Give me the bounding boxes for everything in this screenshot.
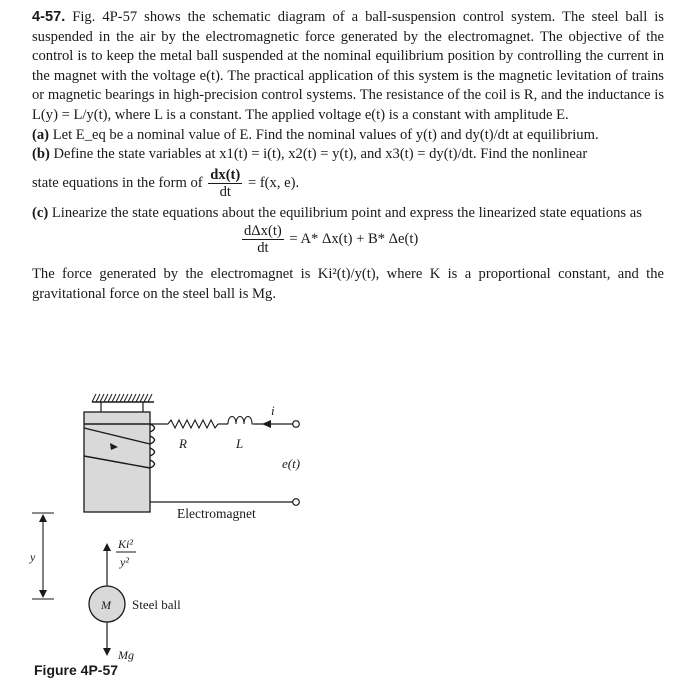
part-c-eq-rhs: = A* Δx(t) + B* Δe(t) (289, 231, 419, 248)
label-M: M (101, 598, 111, 612)
current-arrow-icon (262, 420, 271, 428)
part-c-eq-num: dΔx(t) (244, 223, 282, 240)
label-R: R (179, 436, 187, 451)
y-arrow-down-icon (39, 590, 47, 598)
label-steel-ball: Steel ball (132, 597, 181, 612)
label-mg: Mg (118, 648, 134, 662)
part-b-text: Define the state variables at x1(t) = i(t), x2(t) = y(t), and x3(t) = dy(t)/dt. Find the nonlinear (53, 146, 588, 163)
label-force-den: y² (120, 555, 129, 569)
intro-text: Fig. 4P-57 shows the schematic diagram of a ball-suspension control system. The steel ball is suspended in the air by the electromagnetic force generated by the electromagnet. The objective of the control is to keep the metal ball suspended at the nominal equilibrium position by controlling the current in the magnet with the voltage e(t). The practical application of this system is the magnetic levitation of trains or magnetic bearings in high-precision control systems. The resistance of the coil is R, and the inductance is L(y) = L/y(t), where L is a constant. The applied voltage e(t) is a constant with amplitude E. (32, 9, 664, 123)
label-force-num: Ki² (118, 537, 133, 551)
problem-number: 4-57. (32, 9, 66, 25)
part-b-label: (b) (32, 146, 50, 163)
gravity-arrow-down-icon (103, 648, 111, 656)
part-c-eq-den: dt (257, 240, 269, 257)
figure-caption: Figure 4P-57 (34, 662, 119, 678)
force-arrow-up-icon (103, 543, 111, 551)
part-b-eq-rhs: = f(x, e). (247, 174, 300, 191)
part-c-label: (c) (32, 204, 49, 221)
y-arrow-up-icon (39, 514, 47, 522)
label-e: e(t) (282, 456, 301, 471)
label-L: L (236, 436, 244, 451)
force-text: The force generated by the electromagnet is Ki²(t)/y(t), where K is a proportional constant, and the gravitational force on the steel ball is Mg. (32, 266, 664, 302)
terminal-bottom (293, 499, 300, 506)
part-b-cont-text: state equations in the form of (32, 174, 203, 191)
part-a-text: Let E_eq be a nominal value of E. Find the nominal values of y(t) and dy(t)/dt at equilibrium. (52, 126, 599, 143)
label-y: y (30, 550, 36, 564)
terminal-top (293, 421, 300, 428)
ceiling-hatch (92, 394, 154, 402)
inductor-icon (228, 417, 254, 425)
circuit-wires (150, 424, 293, 502)
label-i: i (271, 403, 275, 418)
resistor-icon (168, 420, 218, 428)
part-c-text: Linearize the state equations about the equilibrium point and express the linearized state equations as (51, 204, 642, 221)
part-b-eq-den: dt (219, 183, 231, 200)
part-b-eq-num: dx(t) (210, 166, 241, 183)
label-electromagnet: Electromagnet (177, 506, 256, 521)
part-a-label: (a) (32, 126, 50, 143)
